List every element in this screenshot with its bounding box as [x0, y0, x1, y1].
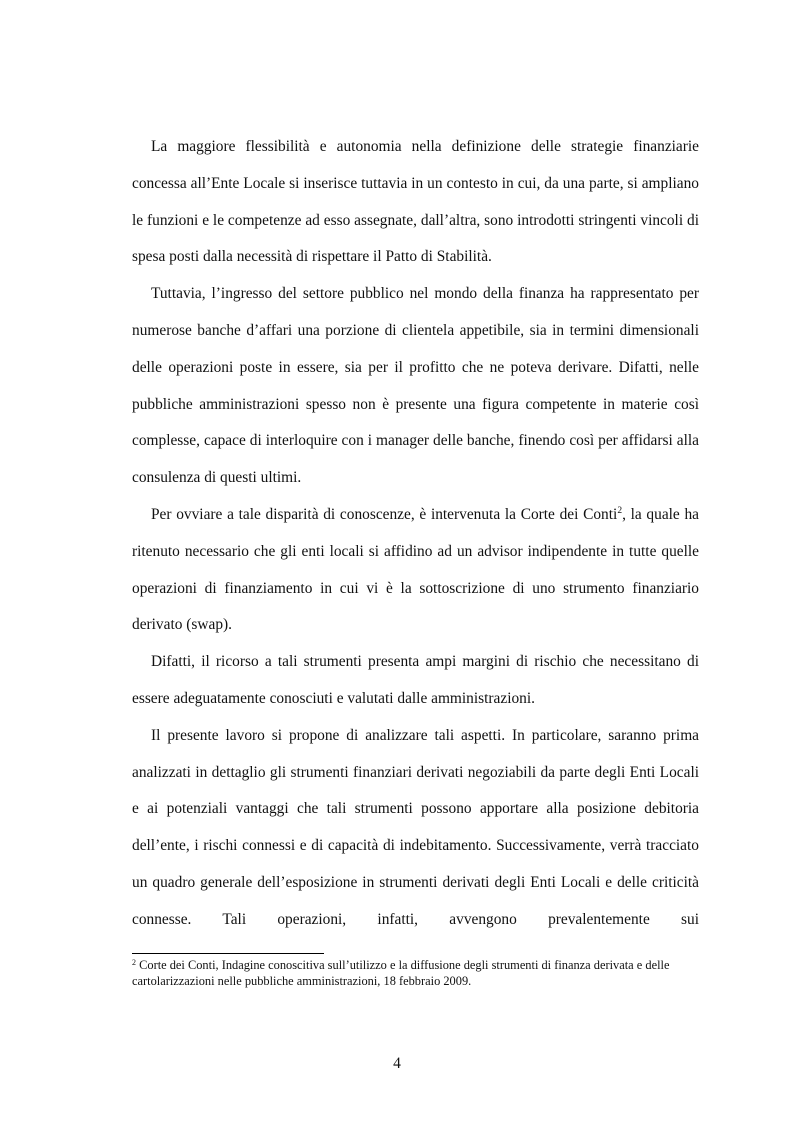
paragraph-2: [132, 276, 699, 497]
footnote-separator: [132, 953, 324, 954]
paragraph-3-text-after: , la quale ha ritenuto necessario che gli enti locali si affidino ad un advisor indipendente in tutte quelle operazioni di finanziamento in cui vi è la sottoscrizione di uno strumento finanziario derivato (swap).: [132, 505, 699, 634]
footnote-reference[interactable]: 2: [617, 505, 623, 516]
paragraph-4: [132, 644, 699, 718]
paragraph-5: [132, 718, 699, 939]
paragraph-2-text: Tuttavia, l’ingresso del settore pubblico nel mondo della finanza ha rappresentato per numerose banche d’affari una porzione di clientela appetibile, sia in termini dimensionali delle operazioni poste in essere, sia per il profitto che ne poteva derivare. Difatti, nelle pubbliche amministrazioni spesso non è presente una figura competente in materie così complesse, capace di interloquire con i manager delle banche, finendo così per affidarsi alla consulenza di questi ultimi.: [132, 285, 699, 487]
footnote-text: Corte dei Conti, Indagine conoscitiva sull’utilizzo e la diffusione degli strumenti di finanza derivata e delle cartolarizzazioni nelle pubbliche amministrazioni, 18 febbraio 2009.: [132, 958, 670, 988]
paragraph-3: [132, 497, 699, 644]
paragraph-1-text: La maggiore flessibilità e autonomia nella definizione delle strategie finanziarie concessa all’Ente Locale si inserisce tuttavia in un contesto in cui, da una parte, si ampliano le funzioni e le competenze ad esso assegnate, dall’altra, sono introdotti stringenti vincoli di spesa posti dalla necessità di rispettare il Patto di Stabilità.: [132, 138, 699, 266]
footnote: [132, 958, 699, 989]
paragraph-5-text: Il presente lavoro si propone di analizzare tali aspetti. In particolare, saranno prima analizzati in dettaglio gli strumenti finanziari derivati negoziabili da parte degli Enti Locali e ai potenziali vantaggi che tali strumenti possono apportare alla posizione debitoria dell’ente, i rischi connessi e di capacità di indebitamento. Successivamente, verrà tracciato un quadro generale dell’esposizione in strumenti derivati degli Enti Locali e delle criticità connesse. Tali operazioni, infatti, avvengono prevalentemente sui: [132, 726, 699, 928]
paragraph-4-text: Difatti, il ricorso a tali strumenti presenta ampi margini di rischio che necessitano di essere adeguatamente conosciuti e valutati dalle amministrazioni.: [132, 653, 699, 707]
paragraph-3-text-before: Per ovviare a tale disparità di conoscenze, è intervenuta la Corte dei Conti: [151, 505, 618, 523]
body-text: [132, 129, 699, 939]
paragraph-1: [132, 129, 699, 276]
footnote-number: 2: [132, 958, 136, 967]
page-number: 4: [393, 1055, 401, 1072]
